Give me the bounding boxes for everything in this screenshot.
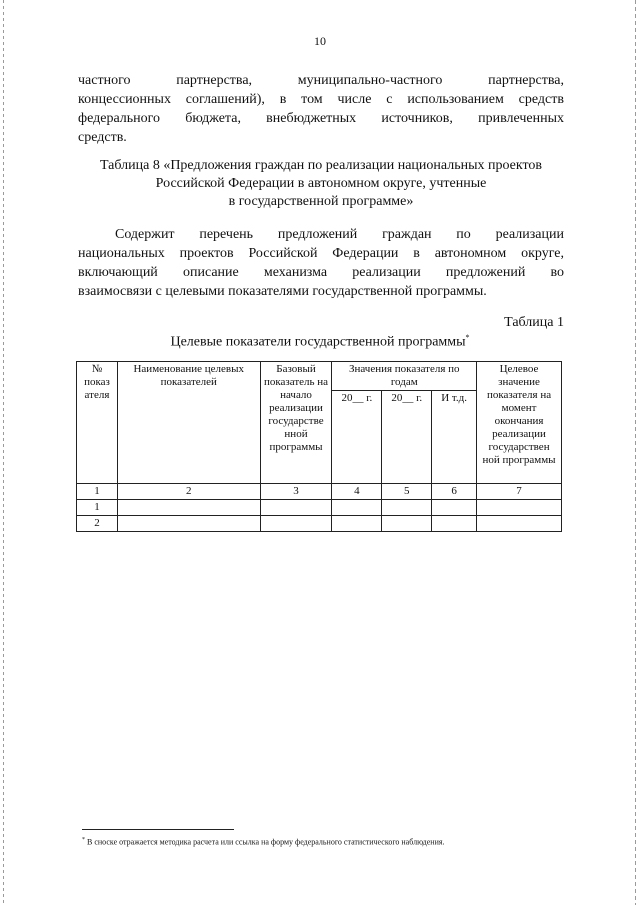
column-number: 6 <box>432 484 477 500</box>
row-number: 2 <box>77 516 118 532</box>
header-year: 20__ г. <box>332 391 382 484</box>
footnote-ref: * <box>465 333 470 342</box>
page-number: 10 <box>314 34 326 48</box>
table8-caption <box>78 157 564 211</box>
description-line: национальных проектов Российской Федерации в автономном округе, <box>78 246 564 261</box>
table-cell <box>260 516 332 532</box>
row-number: 1 <box>77 500 118 516</box>
table-cell <box>117 516 260 532</box>
table8-caption-line: Таблица 8 «Предложения граждан по реализации национальных проектов <box>99 158 543 173</box>
table1-label: Таблица 1 <box>504 315 564 330</box>
table-row <box>77 500 562 516</box>
header-values-group: Значения показателя по годам <box>332 362 477 391</box>
table-cell <box>477 500 562 516</box>
footnote-divider <box>82 829 234 830</box>
intro-line: средств. <box>78 130 127 145</box>
table-cell <box>382 500 432 516</box>
intro-line: частного партнерства, муниципально-частного партнерства, <box>78 73 564 88</box>
table1-title-text: Целевые показатели государственной программы <box>170 334 466 350</box>
footnote-text: В сноске отражается методика расчета или ссылка на форму федерального статистического наблюдения. <box>87 837 445 847</box>
scan-edge-right <box>635 0 636 905</box>
description-line: Содержит перечень предложений граждан по реализации <box>115 227 564 242</box>
table8-description <box>78 225 564 301</box>
intro-line: концессионных соглашений), в том числе с использованием средств <box>78 92 564 107</box>
description-line: включающий описание механизма реализации предложений во <box>78 265 564 280</box>
table-cell <box>332 500 382 516</box>
header-base: Базовый показатель на начало реализации государстве нной программы <box>260 362 332 484</box>
header-name: Наименование целевых показателей <box>117 362 260 484</box>
table-cell <box>332 516 382 532</box>
column-number: 3 <box>260 484 332 500</box>
header-num: № показ ателя <box>77 362 118 484</box>
table8-caption-line: в государственной программе» <box>228 194 414 209</box>
column-number: 1 <box>77 484 118 500</box>
table-cell <box>432 516 477 532</box>
table-cell <box>117 500 260 516</box>
header-target: Целевое значение показателя на момент окончания реализации государствен ной программы <box>477 362 562 484</box>
table-cell <box>432 500 477 516</box>
table1-title <box>0 333 640 351</box>
column-number-row <box>77 484 562 500</box>
target-indicators-table <box>76 361 562 532</box>
intro-paragraph <box>78 71 564 147</box>
footnote <box>82 837 445 847</box>
scan-edge-left <box>3 0 4 905</box>
table-cell <box>477 516 562 532</box>
table-cell <box>260 500 332 516</box>
intro-line: федерального бюджета, внебюджетных источников, привлеченных <box>78 111 564 126</box>
header-row <box>77 362 562 391</box>
header-etc: И т.д. <box>432 391 477 484</box>
table-row <box>77 516 562 532</box>
column-number: 2 <box>117 484 260 500</box>
column-number: 5 <box>382 484 432 500</box>
table8-caption-line: Российской Федерации в автономном округе, учтенные <box>155 176 487 191</box>
column-number: 4 <box>332 484 382 500</box>
header-year: 20__ г. <box>382 391 432 484</box>
footnote-marker: * <box>82 837 85 843</box>
table-cell <box>382 516 432 532</box>
column-number: 7 <box>477 484 562 500</box>
description-line: взаимосвязи с целевыми показателями государственной программы. <box>78 284 487 299</box>
